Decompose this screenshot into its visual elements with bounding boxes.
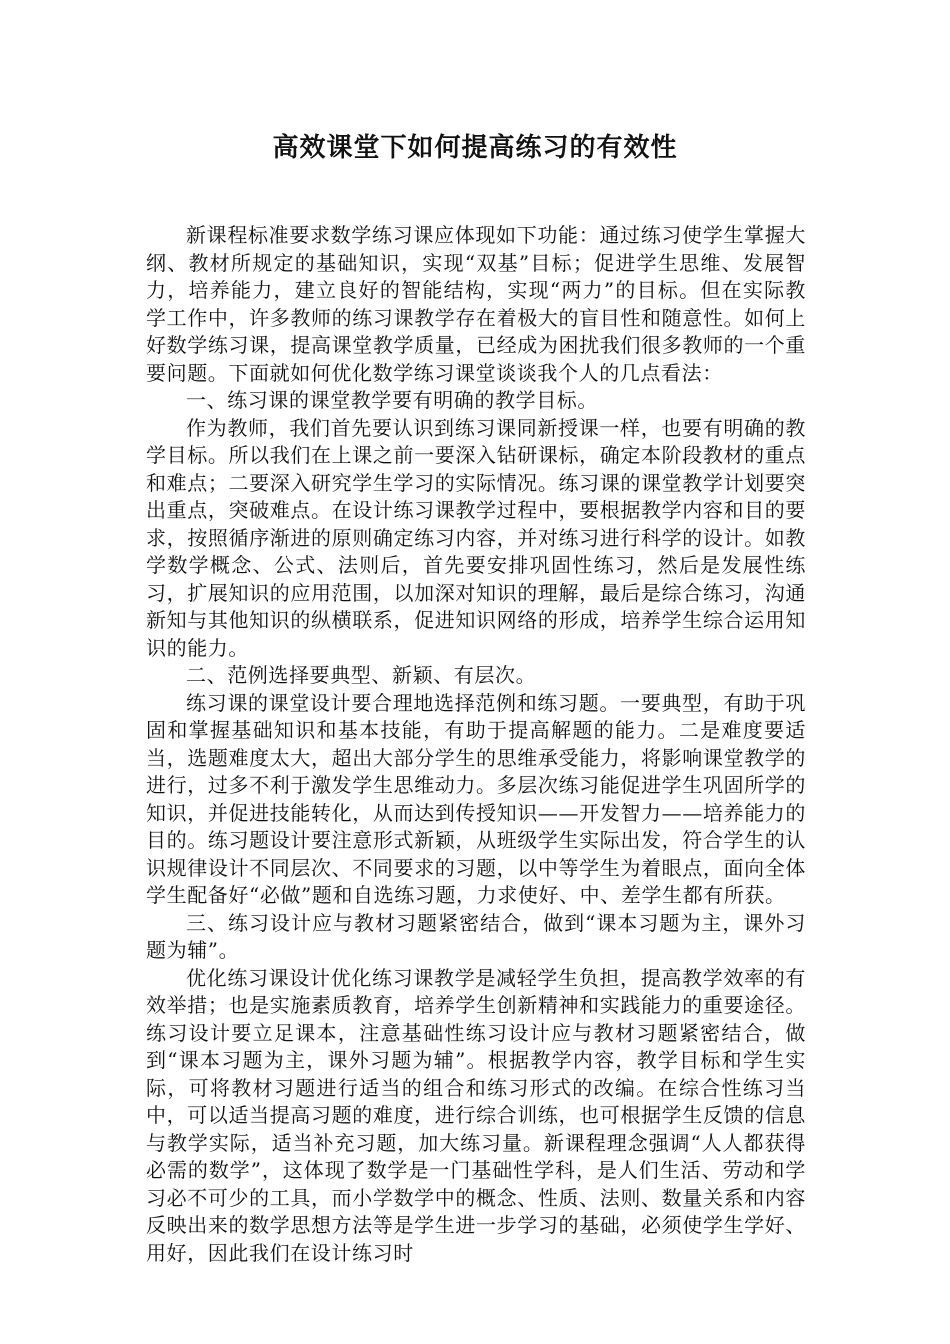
section-heading-3: 三、练习设计应与教材习题紧密结合，做到“课本习题为主，课外习题为辅”。: [146, 910, 806, 962]
section-heading-2: 二、范例选择要典型、新颖、有层次。: [186, 663, 537, 687]
document-body: [146, 222, 806, 1267]
paragraph-intro: 新课程标准要求数学练习课应体现如下功能：通过练习使学生掌握大纲、教材所规定的基础知识，实现“双基”目标；促进学生思维、发展智力，培养能力，建立良好的智能结构，实现“两力”的目标。但在实际教学工作中，许多教师的练习课教学存在着极大的盲目性和随意性。如何上好数学练习课，提高课堂教学质量，已经成为困扰我们很多教师的一个重要问题。下面就如何优化数学练习课堂谈谈我个人的几点看法：: [146, 223, 806, 385]
paragraph-section-1: 作为教师，我们首先要认识到练习课同新授课一样，也要有明确的教学目标。所以我们在上课之前一要深入钻研课标，确定本阶段教材的重点和难点；二要深入研究学生学习的实际情况。练习课的课堂教学计划要突出重点，突破难点。在设计练习课教学过程中，要根据教学内容和目的要求，按照循序渐进的原则确定练习内容，并对练习进行科学的设计。如教学数学概念、公式、法则后，首先要安排巩固性练习，然后是发展性练习，扩展知识的应用范围，以加深对知识的理解，最后是综合练习，沟通新知与其他知识的纵横联系，促进知识网络的形成，培养学生综合运用知识的能力。: [146, 415, 806, 660]
document-title: 高效课堂下如何提高练习的有效性: [272, 133, 678, 163]
paragraph-section-3: 优化练习课设计优化练习课教学是减轻学生负担，提高教学效率的有效举措；也是实施素质教育，培养学生创新精神和实践能力的重要途径。练习设计要立足课本，注意基础性练习设计应与教材习题紧密结合，做到“课本习题为主，课外习题为辅”。根据教学内容，教学目标和学生实际，可将教材习题进行适当的组合和练习形式的改编。在综合性练习当中，可以适当提高习题的难度，进行综合训练，也可根据学生反馈的信息与教学实际，适当补充习题，加大练习量。新课程理念强调“人人都获得必需的数学”，这体现了数学是一门基础性学科，是人们生活、劳动和学习必不可少的工具，而小学数学中的概念、性质、法则、数量关系和内容反映出来的数学思想方法等是学生进一步学习的基础，必须使学生学好、用好，因此我们在设计练习时: [146, 965, 806, 1265]
paragraph-section-2: 练习课的课堂设计要合理地选择范例和练习题。一要典型，有助于巩固和掌握基础知识和基本技能，有助于提高解题的能力。二是难度要适当，选题难度太大，超出大部分学生的思维承受能力，将影响课堂教学的进行，过多不利于激发学生思维动力。多层次练习能促进学生巩固所学的知识，并促进技能转化，从而达到传授知识——开发智力——培养能力的目的。练习题设计要注意形式新颖，从班级学生实际出发，符合学生的认识规律设计不同层次、不同要求的习题，以中等学生为着眼点，面向全体学生配备好“必做”题和自选练习题，力求使好、中、差学生都有所获。: [146, 690, 806, 907]
section-heading-1: 一、练习课的课堂教学要有明确的教学目标。: [186, 388, 598, 412]
